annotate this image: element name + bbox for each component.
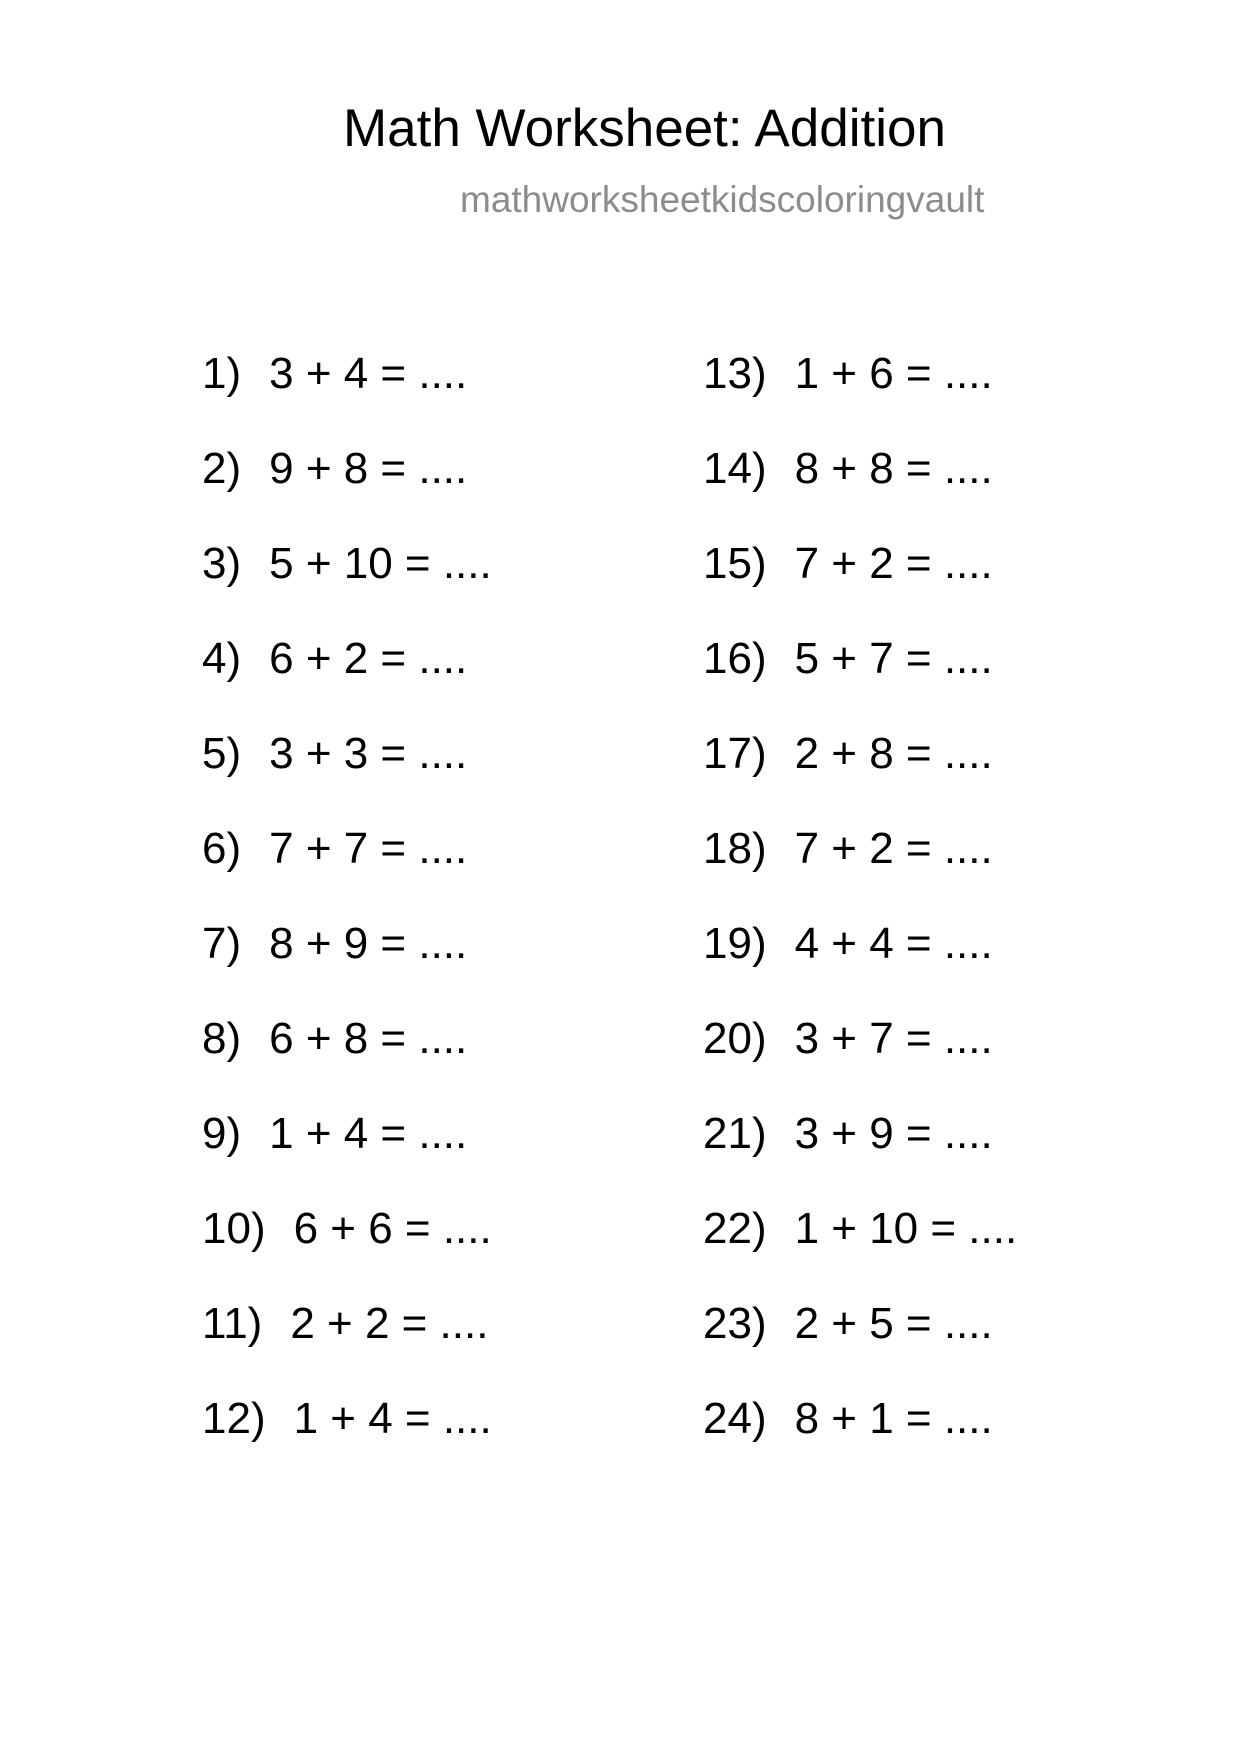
problem-row [703, 1299, 1017, 1348]
problem-number: 4) [202, 634, 242, 683]
problem-expression: 7 + 7 = .... [269, 824, 468, 873]
problem-number: 8) [202, 1014, 242, 1063]
problem-number: 2) [202, 444, 242, 493]
problem-row [202, 634, 492, 683]
problem-number: 14) [703, 444, 767, 493]
site-watermark: mathworksheetkidscoloringvault [460, 179, 985, 220]
problem-expression: 3 + 7 = .... [794, 1014, 993, 1063]
problem-expression: 8 + 8 = .... [794, 444, 993, 493]
problem-expression: 2 + 2 = .... [290, 1299, 489, 1348]
problem-number: 10) [202, 1204, 266, 1253]
problem-expression: 5 + 7 = .... [794, 634, 993, 683]
problem-row [202, 1204, 492, 1253]
problem-number: 24) [703, 1394, 767, 1443]
problems-col-left [202, 349, 492, 1492]
problem-expression: 8 + 9 = .... [269, 919, 468, 968]
problem-number: 9) [202, 1109, 242, 1158]
problem-row [202, 1109, 492, 1158]
problem-row [703, 1109, 1017, 1158]
problem-number: 18) [703, 824, 767, 873]
problem-expression: 2 + 5 = .... [794, 1299, 993, 1348]
problem-row [703, 634, 1017, 683]
problem-row [202, 919, 492, 968]
problem-row [202, 349, 492, 398]
problem-number: 3) [202, 539, 242, 588]
problem-number: 1) [202, 349, 242, 398]
problem-number: 11) [202, 1299, 263, 1348]
problem-row [703, 1014, 1017, 1063]
problem-number: 23) [703, 1299, 767, 1348]
problem-row [703, 1394, 1017, 1443]
problem-expression: 3 + 9 = .... [794, 1109, 993, 1158]
problem-expression: 8 + 1 = .... [794, 1394, 993, 1443]
problem-expression: 5 + 10 = .... [269, 539, 492, 588]
problem-row [202, 1014, 492, 1063]
problem-number: 20) [703, 1014, 767, 1063]
problem-row [202, 1394, 492, 1443]
problem-number: 17) [703, 729, 767, 778]
problem-expression: 7 + 2 = .... [794, 539, 993, 588]
problem-number: 7) [202, 919, 242, 968]
problems-col-right [703, 349, 1018, 1492]
problem-row [703, 444, 1017, 493]
problem-row [703, 539, 1017, 588]
problem-expression: 6 + 8 = .... [269, 1014, 468, 1063]
problem-row [703, 1204, 1018, 1253]
problem-row [703, 824, 1017, 873]
problem-expression: 1 + 10 = .... [794, 1204, 1018, 1253]
problem-row [703, 349, 1017, 398]
problem-expression: 4 + 4 = .... [794, 919, 993, 968]
problem-expression: 3 + 3 = .... [269, 729, 468, 778]
problem-number: 15) [703, 539, 767, 588]
problem-number: 12) [202, 1394, 266, 1443]
problem-number: 6) [202, 824, 242, 873]
problem-row [202, 729, 492, 778]
problem-row [202, 444, 492, 493]
problem-expression: 1 + 4 = .... [293, 1394, 492, 1443]
problem-expression: 1 + 6 = .... [794, 349, 993, 398]
problem-row [703, 729, 1017, 778]
problem-number: 19) [703, 919, 767, 968]
problem-expression: 6 + 2 = .... [269, 634, 468, 683]
problem-row [703, 919, 1017, 968]
problem-expression: 9 + 8 = .... [269, 444, 468, 493]
problem-number: 22) [703, 1204, 767, 1253]
problem-number: 21) [703, 1109, 767, 1158]
problem-expression: 2 + 8 = .... [794, 729, 993, 778]
problem-row [202, 1299, 492, 1348]
problem-expression: 7 + 2 = .... [794, 824, 993, 873]
page-title: Math Worksheet: Addition [343, 99, 946, 158]
problem-number: 13) [703, 349, 767, 398]
problem-row [202, 824, 492, 873]
problem-expression: 1 + 4 = .... [269, 1109, 468, 1158]
problem-number: 5) [202, 729, 242, 778]
problem-expression: 3 + 4 = .... [269, 349, 468, 398]
problem-number: 16) [703, 634, 767, 683]
problem-row [202, 539, 492, 588]
problem-expression: 6 + 6 = .... [293, 1204, 492, 1253]
